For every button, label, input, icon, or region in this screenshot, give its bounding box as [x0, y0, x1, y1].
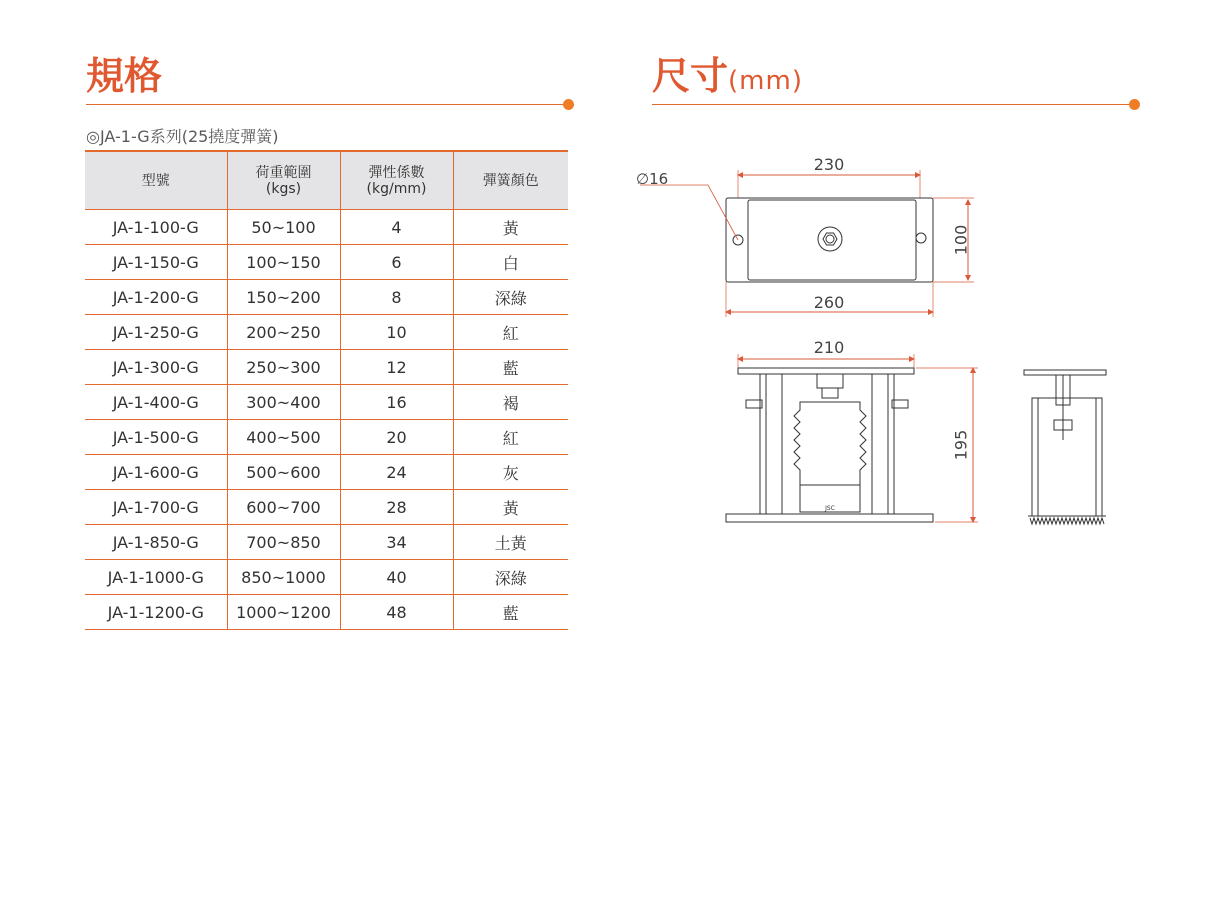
cell-spring-color: 白: [453, 245, 568, 280]
series-subtitle: ◎JA-1-G系列(25撓度彈簧): [86, 127, 279, 146]
side-base-teeth: [1030, 518, 1104, 524]
cell-spring-rate: 28: [340, 490, 453, 525]
cell-model: JA-1-150-G: [85, 245, 227, 280]
cell-spring-color: 灰: [453, 455, 568, 490]
front-left-bracket: [760, 374, 782, 514]
cell-model: JA-1-600-G: [85, 455, 227, 490]
side-top-plate: [1024, 370, 1106, 375]
rule-dot: [563, 99, 574, 110]
front-top-nut: [817, 374, 843, 388]
hole-leader: [640, 185, 738, 240]
top-view: [640, 170, 974, 317]
cell-load-range: 100~150: [227, 245, 340, 280]
table-row: [85, 385, 568, 420]
table-body: [85, 210, 568, 630]
dimension-title-text: 尺寸: [652, 54, 729, 98]
cell-model: JA-1-200-G: [85, 280, 227, 315]
header-spring-rate: [340, 151, 453, 210]
front-top-plate: [738, 368, 914, 374]
dimension-title-rule: [652, 104, 1134, 105]
table-row: [85, 350, 568, 385]
cell-model: JA-1-1000-G: [85, 560, 227, 595]
side-body: [1032, 398, 1102, 516]
dim-label-hole: ∅16: [636, 170, 669, 188]
table-row: [85, 245, 568, 280]
cell-spring-rate: 48: [340, 595, 453, 630]
cell-spring-color: 紅: [453, 315, 568, 350]
table-row: [85, 315, 568, 350]
front-base-plate: [726, 514, 933, 522]
cell-model: JA-1-500-G: [85, 420, 227, 455]
dimension-unit: (mm): [728, 66, 803, 96]
header-load-range: [227, 151, 340, 210]
cell-model: JA-1-700-G: [85, 490, 227, 525]
cell-load-range: 700~850: [227, 525, 340, 560]
cell-spring-color: 褐: [453, 385, 568, 420]
cell-spring-color: 土黃: [453, 525, 568, 560]
cell-spring-rate: 12: [340, 350, 453, 385]
table-row: [85, 595, 568, 630]
cell-spring-color: 黃: [453, 210, 568, 245]
header-model: 型號: [85, 151, 227, 210]
cell-load-range: 850~1000: [227, 560, 340, 595]
cell-model: JA-1-850-G: [85, 525, 227, 560]
cell-spring-rate: 8: [340, 280, 453, 315]
cell-load-range: 1000~1200: [227, 595, 340, 630]
dimension-drawing: [620, 140, 1120, 540]
cell-model: JA-1-1200-G: [85, 595, 227, 630]
table-header-row: [85, 151, 568, 210]
rule-dot: [1129, 99, 1140, 110]
dim-label-210: 210: [813, 338, 845, 357]
dim-label-260: 260: [813, 293, 845, 312]
cell-spring-color: 黃: [453, 490, 568, 525]
table-row: [85, 280, 568, 315]
cell-load-range: 250~300: [227, 350, 340, 385]
cell-spring-color: 深綠: [453, 560, 568, 595]
cell-model: JA-1-250-G: [85, 315, 227, 350]
table-row: [85, 525, 568, 560]
cell-spring-rate: 24: [340, 455, 453, 490]
cell-spring-rate: 6: [340, 245, 453, 280]
cell-load-range: 200~250: [227, 315, 340, 350]
cell-load-range: 150~200: [227, 280, 340, 315]
dim-label-195: 195: [951, 429, 971, 461]
cell-spring-color: 藍: [453, 595, 568, 630]
header-spring-rate-text: 彈性係數 (kg/mm): [366, 164, 427, 197]
spring-bellows: [794, 402, 866, 512]
cell-spring-color: 藍: [453, 350, 568, 385]
table-row: [85, 210, 568, 245]
cell-spring-rate: 10: [340, 315, 453, 350]
top-plate-outline: [748, 200, 916, 280]
cell-load-range: 400~500: [227, 420, 340, 455]
front-view: [726, 354, 978, 522]
spec-table: [85, 150, 568, 630]
dim-label-100: 100: [951, 224, 971, 256]
spec-title: 規格: [86, 54, 163, 98]
table-row: [85, 490, 568, 525]
cell-load-range: 50~100: [227, 210, 340, 245]
header-spring-color: 彈簧顏色: [453, 151, 568, 210]
cell-spring-rate: 34: [340, 525, 453, 560]
table-row: [85, 560, 568, 595]
spec-title-rule: [86, 104, 568, 105]
brand-mark: JSC: [825, 505, 835, 512]
cell-spring-rate: 16: [340, 385, 453, 420]
cell-spring-color: 紅: [453, 420, 568, 455]
table-row: [85, 455, 568, 490]
cell-load-range: 300~400: [227, 385, 340, 420]
side-view: [1024, 370, 1106, 524]
cell-spring-rate: 4: [340, 210, 453, 245]
header-load-range-text: 荷重範圍 (kgs): [255, 164, 312, 197]
mount-hole-right: [916, 233, 926, 243]
cell-spring-rate: 20: [340, 420, 453, 455]
dimension-title: [652, 54, 803, 98]
cell-load-range: 500~600: [227, 455, 340, 490]
cell-model: JA-1-400-G: [85, 385, 227, 420]
dim-label-230: 230: [813, 155, 845, 174]
cell-load-range: 600~700: [227, 490, 340, 525]
cell-spring-rate: 40: [340, 560, 453, 595]
cell-model: JA-1-300-G: [85, 350, 227, 385]
table-row: [85, 420, 568, 455]
cell-spring-color: 深綠: [453, 280, 568, 315]
cell-model: JA-1-100-G: [85, 210, 227, 245]
front-right-bracket: [872, 374, 894, 514]
